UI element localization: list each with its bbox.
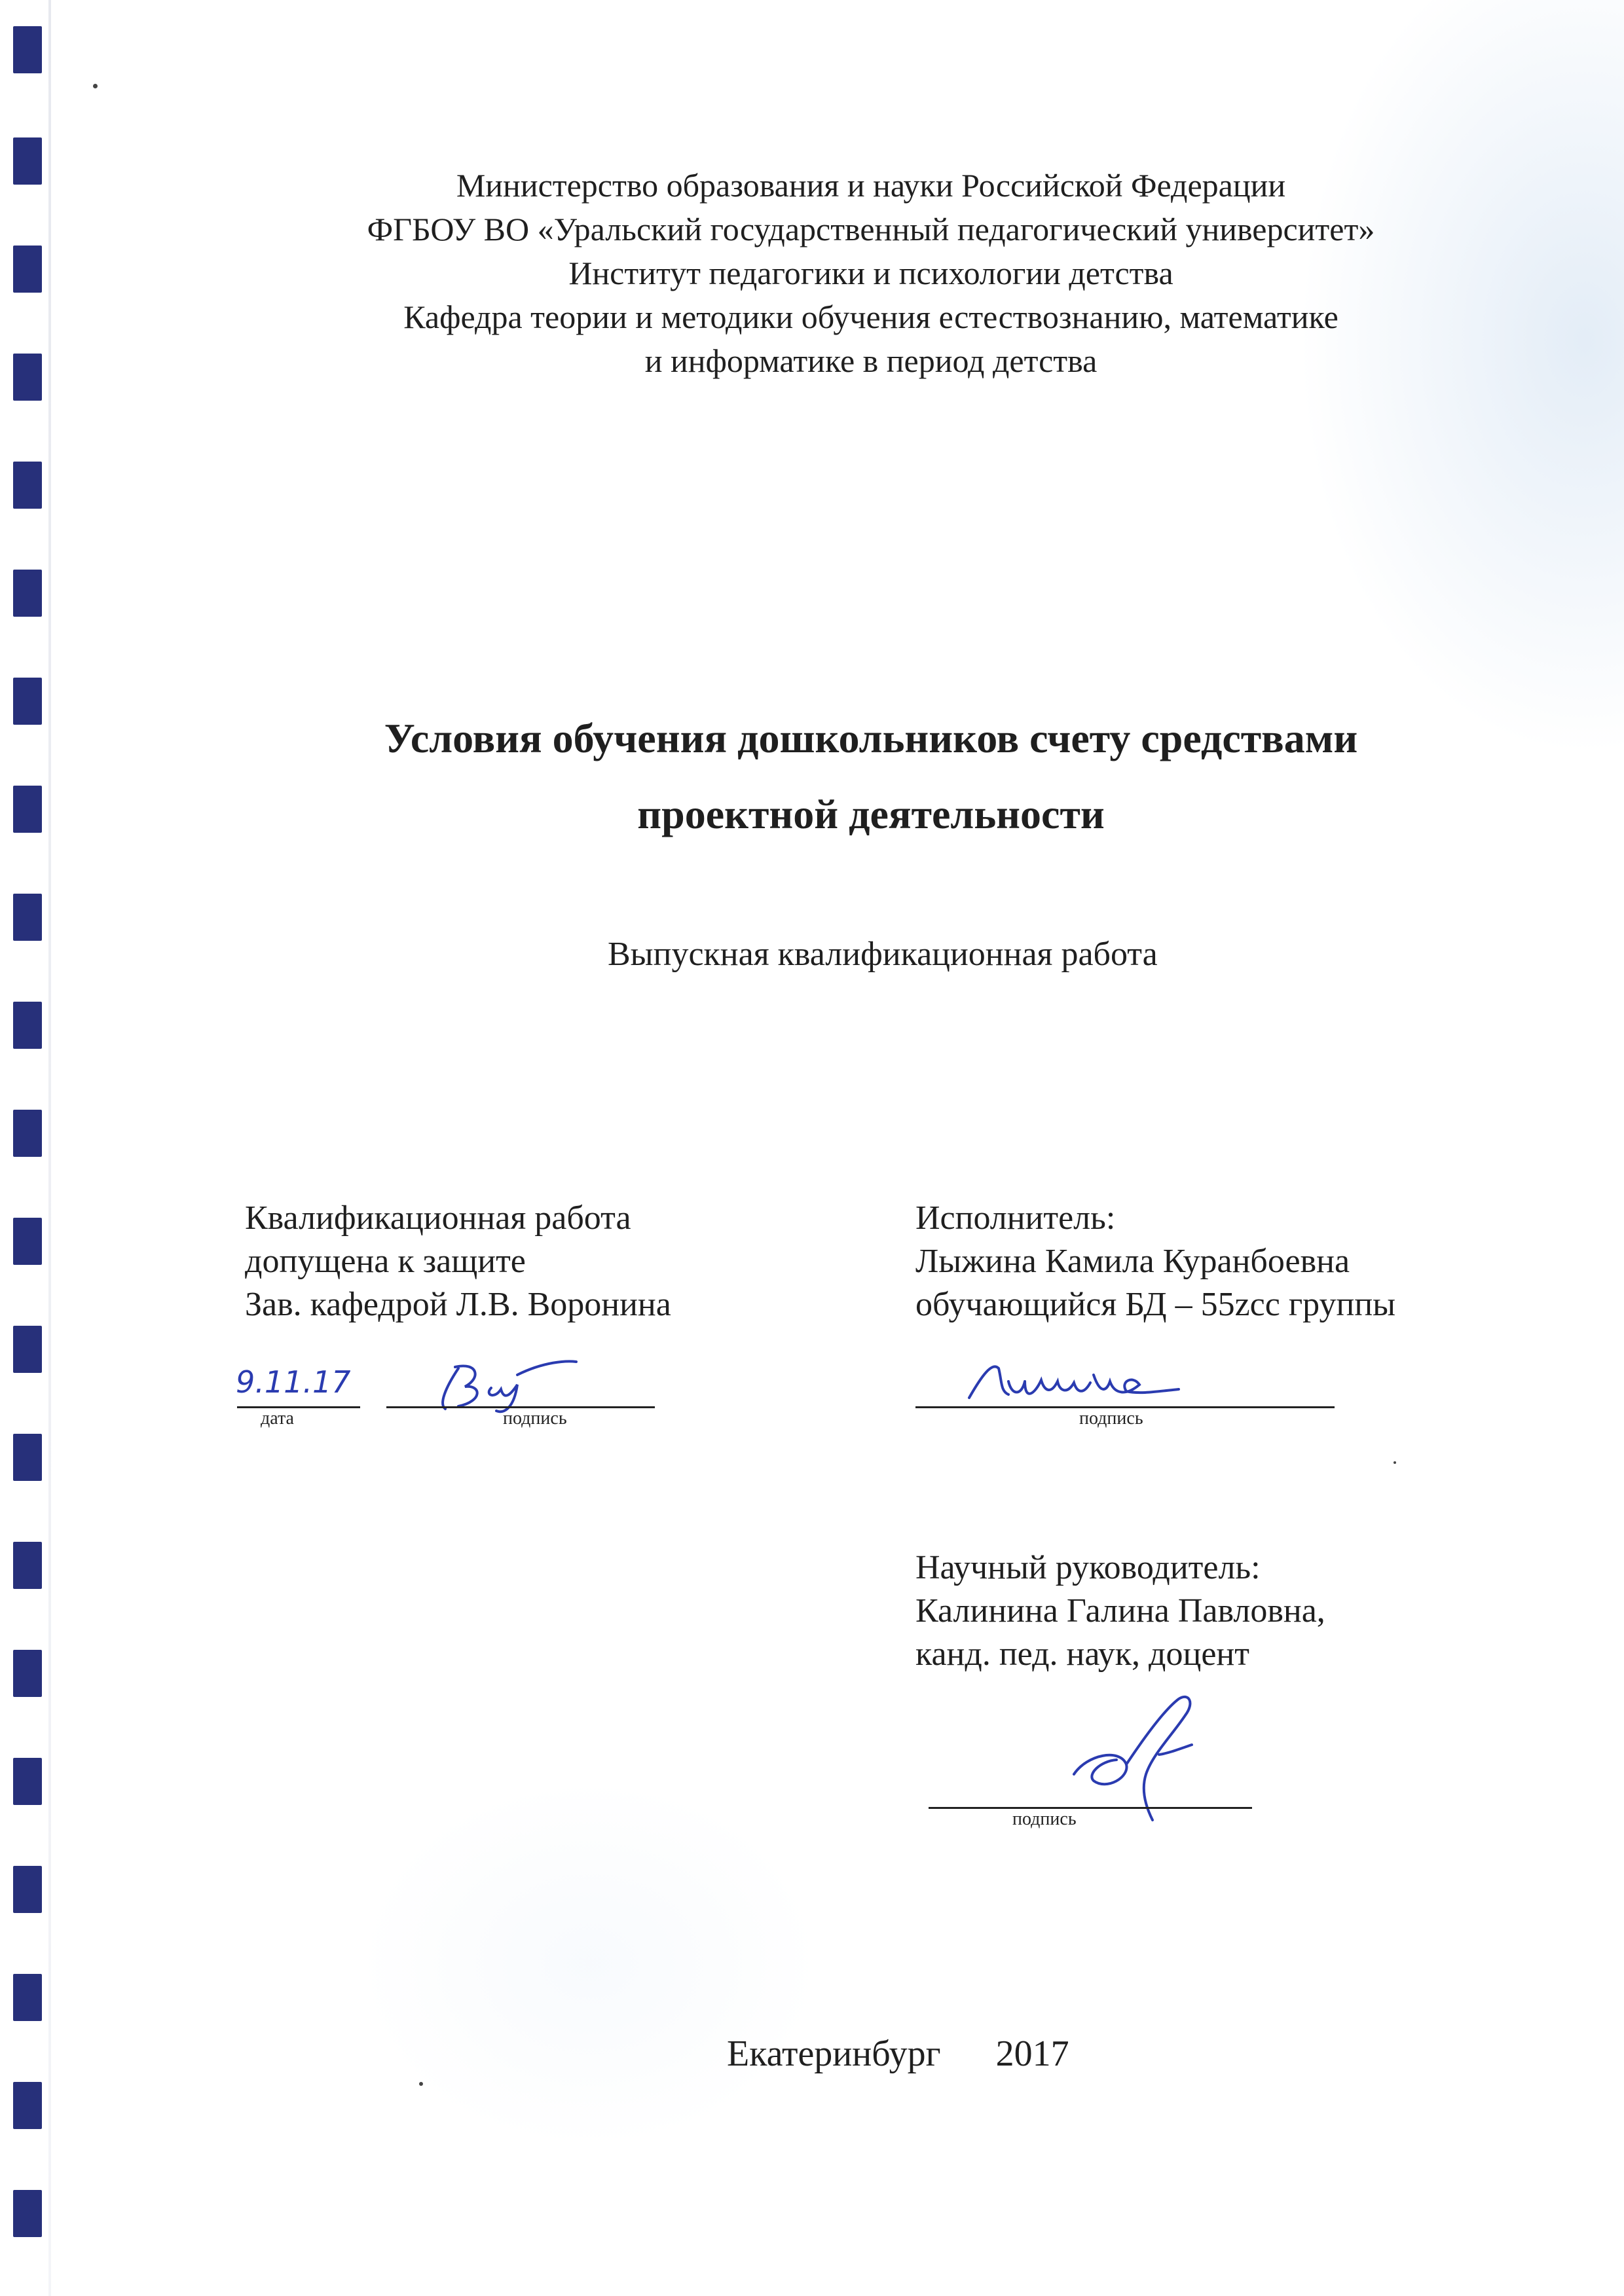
- header-department: Кафедра теории и методики обучения естествознанию, математике: [403, 299, 1338, 335]
- supervisor-signature-line: [929, 1807, 1252, 1809]
- admission-line-3: Зав. кафедрой Л.В. Воронина: [245, 1286, 671, 1323]
- binding-ring: [13, 1110, 42, 1157]
- binding-ring: [13, 1434, 42, 1481]
- binding-ring: [13, 1002, 42, 1049]
- executor-signature: [943, 1355, 1205, 1408]
- thesis-title: [0, 712, 1624, 841]
- binding-ring: [13, 1542, 42, 1589]
- binding-ring: [13, 894, 42, 941]
- supervisor-block: [915, 1546, 1325, 1676]
- work-type: Выпускная квалификационная работа: [608, 936, 1158, 973]
- executor-group: обучающийся БД – 55zсс группы: [915, 1286, 1396, 1323]
- executor-label: Исполнитель:: [915, 1199, 1116, 1237]
- binding-ring: [13, 1218, 42, 1265]
- binding-ring: [13, 462, 42, 509]
- supervisor-name: Калинина Галина Павловна,: [915, 1592, 1325, 1630]
- admission-line-1: Квалификационная работа: [245, 1199, 631, 1237]
- handwritten-date: 9.11.17: [236, 1364, 351, 1400]
- admission-signature-caption: подпись: [503, 1408, 567, 1429]
- header-ministry: Министерство образования и науки Российской Федерации: [456, 167, 1286, 204]
- binding-ring: [13, 1326, 42, 1373]
- supervisor-signature-caption: подпись: [1012, 1809, 1077, 1829]
- title-line-2: проектной деятельности: [637, 791, 1105, 837]
- scan-speck: [1393, 1461, 1396, 1464]
- binding-ring: [13, 1650, 42, 1697]
- scan-speck: [419, 2082, 423, 2086]
- supervisor-label: Научный руководитель:: [915, 1549, 1261, 1586]
- supervisor-degree: канд. пед. наук, доцент: [915, 1635, 1249, 1673]
- header-institute: Институт педагогики и психологии детства: [568, 255, 1173, 291]
- header-university: ФГБОУ ВО «Уральский государственный педагогический университет»: [367, 211, 1375, 247]
- date-line: [237, 1406, 360, 1408]
- supervisor-signature: [1048, 1683, 1231, 1827]
- binding-ring: [13, 1758, 42, 1805]
- executor-name: Лыжина Камила Куранбоевна: [915, 1243, 1350, 1280]
- city-year-footer: [727, 2033, 1069, 2075]
- footer-year: 2017: [995, 2033, 1069, 2074]
- date-caption: дата: [261, 1408, 294, 1429]
- admission-line-2: допущена к защите: [245, 1243, 526, 1280]
- binding-ring: [13, 26, 42, 73]
- scan-speck: [93, 84, 98, 88]
- binding-ring: [13, 1974, 42, 2021]
- binding-ring: [13, 1866, 42, 1913]
- binding-ring: [13, 2082, 42, 2129]
- executor-block: [915, 1197, 1395, 1326]
- admission-block: [245, 1197, 671, 1326]
- footer-city: Екатеринбург: [727, 2033, 941, 2074]
- title-line-1: Условия обучения дошкольников счету средствами: [384, 715, 1358, 761]
- header-department-cont: и информатике в период детства: [644, 342, 1098, 379]
- institution-header: [0, 164, 1624, 383]
- binding-ring: [13, 2190, 42, 2237]
- binding-ring: [13, 570, 42, 617]
- executor-signature-caption: подпись: [1079, 1408, 1143, 1429]
